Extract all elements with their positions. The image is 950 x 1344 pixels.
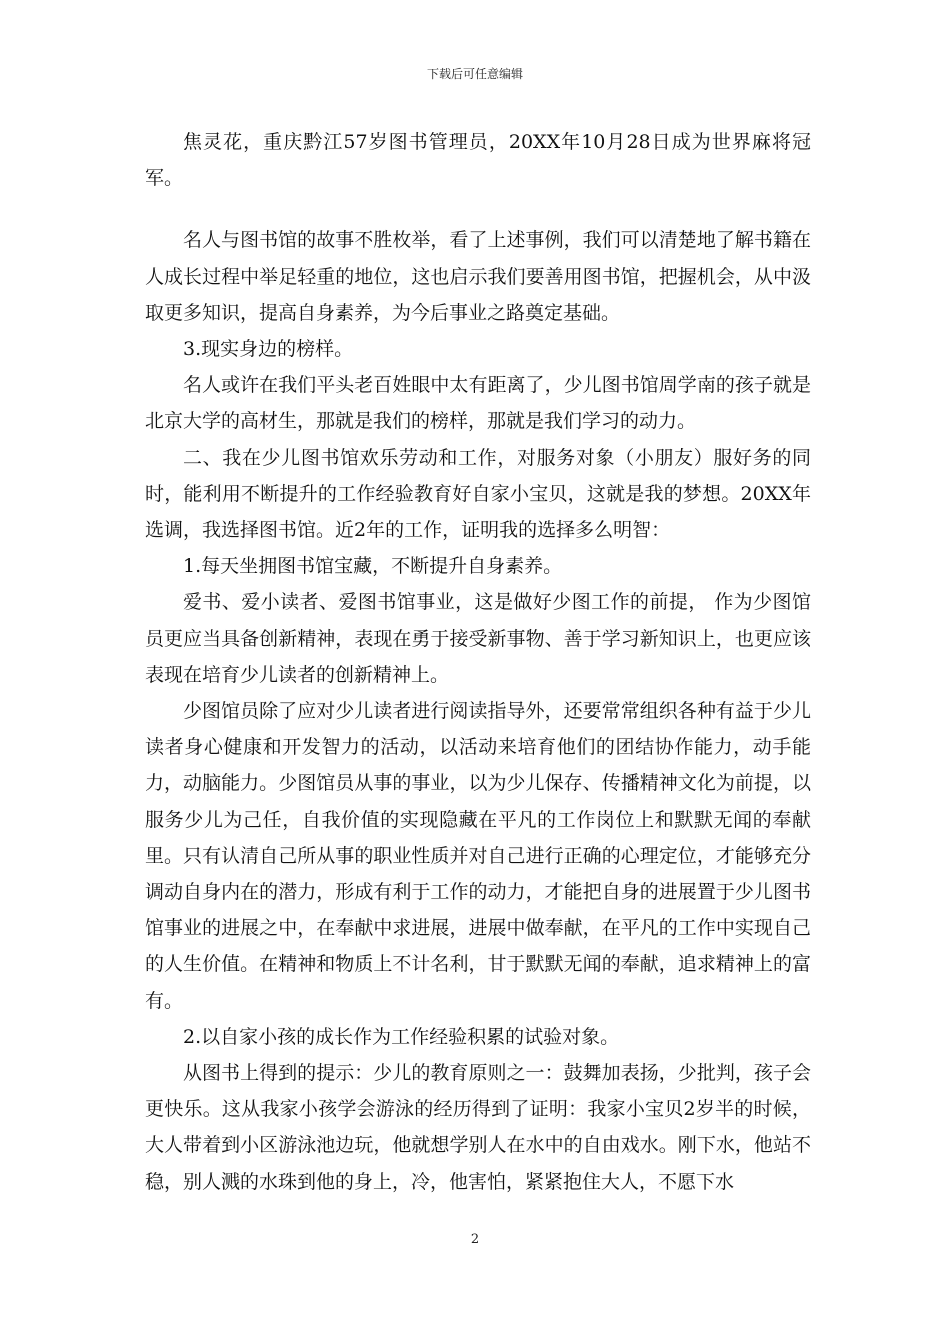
paragraph-1: 焦灵花，重庆黔江57岁图书管理员，20XX年10月28日成为世界麻将冠军。 bbox=[145, 131, 811, 190]
paragraph-3: 3.现实身边的榜样。 bbox=[183, 338, 354, 361]
paragraph-10: 从图书上得到的提示：少儿的教育原则之一：鼓舞加表扬，少批判，孩子会更快乐。这从我家小孩学会游泳的经历得到了证明：我家小宝贝2岁半的时候，大人带着到小区游泳池边玩，他就想学别人在水中的自由戏水。刚下水，他站不稳，别人溅的水珠到他的身上，冷，他害怕，紧紧抱住大人，不愿下水 bbox=[145, 1062, 811, 1193]
paragraph-5: 二、我在少儿图书馆欢乐劳动和工作，对服务对象（小朋友）服好务的同时，能利用不断提升的工作经验教育好自家小宝贝，这就是我的梦想。20XX年选调，我选择图书馆。近2年的工作，证明我的选择多么明智： bbox=[145, 446, 811, 542]
page-number: 2 bbox=[470, 1232, 480, 1247]
paragraph-6: 1.每天坐拥图书馆宝藏，不断提升自身素养。 bbox=[183, 555, 563, 578]
paragraph-8: 少图馆员除了应对少儿读者进行阅读指导外，还要常常组织各种有益于少儿读者身心健康和开发智力的活动，以活动来培育他们的团结协作能力，动手能力，动脑能力。少图馆员从事的事业，以为少儿保存、传播精神文化为前提，以服务少儿为己任，自我价值的实现隐藏在平凡的工作岗位上和默默无闻的奉献里。只有认清自己所从事的职业性质并对自己进行正确的心理定位，才能够充分调动自身内在的潜力，形成有利于工作的动力，才能把自身的进展置于少儿图书馆事业的进展之中，在奉献中求进展，进展中做奉献，在平凡的工作中实现自己的人生价值。在精神和物质上不计名利，甘于默默无闻的奉献，追求精神上的富有。 bbox=[145, 700, 811, 1012]
paragraph-7: 爱书、爱小读者、爱图书馆事业，这是做好少图工作的前提， 作为少图馆员更应当具备创新精神，表现在勇于接受新事物、善于学习新知识上，也更应该表现在培育少儿读者的创新精神上。 bbox=[145, 591, 811, 686]
paragraph-9: 2.以自家小孩的成长作为工作经验积累的试验对象。 bbox=[183, 1025, 620, 1048]
page-header: 下载后可任意编辑 bbox=[426, 67, 523, 81]
document-body bbox=[145, 124, 811, 1200]
paragraph-4: 名人或许在我们平头老百姓眼中太有距离了，少儿图书馆周学南的孩子就是北京大学的高材生，那就是我们的榜样，那就是我们学习的动力。 bbox=[145, 374, 811, 433]
paragraph-2: 名人与图书馆的故事不胜枚举，看了上述事例，我们可以清楚地了解书籍在人成长过程中举足轻重的地位，这也启示我们要善用图书馆，把握机会，从中汲取更多知识，提高自身素养，为今后事业之路奠定基础。 bbox=[145, 229, 811, 324]
